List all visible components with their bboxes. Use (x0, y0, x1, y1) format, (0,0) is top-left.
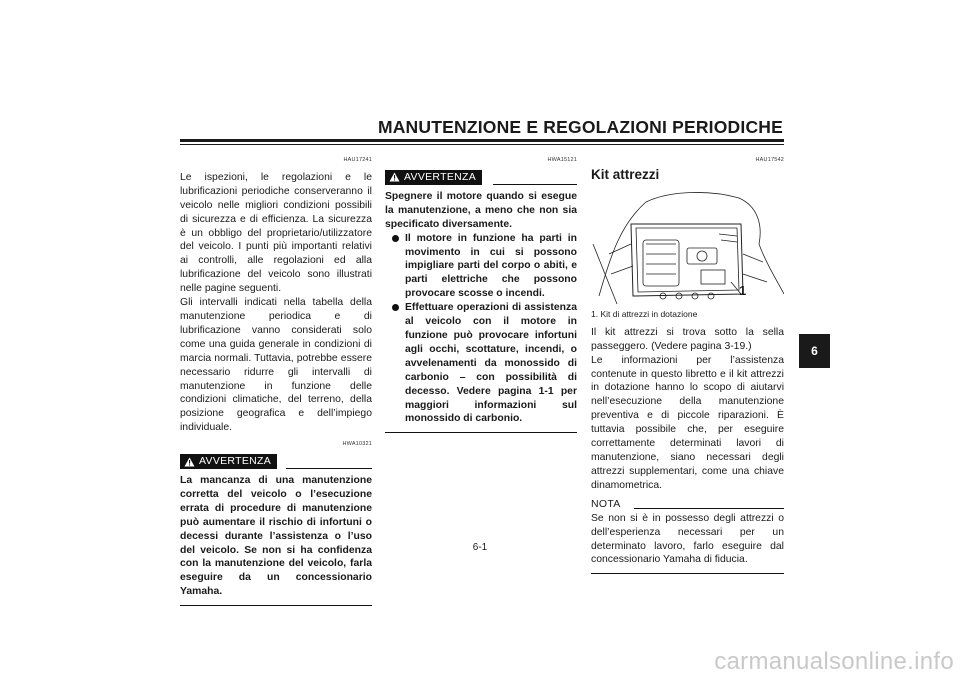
warning-header (385, 170, 577, 186)
warning-triangle-icon (389, 172, 400, 182)
callout-number: 1 (739, 282, 747, 298)
warning-badge (180, 454, 277, 469)
title-rule (180, 139, 784, 142)
warning-end-rule (385, 432, 577, 433)
toolkit-drawing (591, 184, 784, 306)
note-text: Se non si è in possesso degli attrezzi o dell’esperienza necessari per un determinato lavoro, farlo eseguire dal concessionario Yamaha di fiducia. (591, 512, 784, 566)
warning-rule (493, 184, 577, 185)
intervals-paragraph: Gli intervalli indicati nella tabella della manutenzione periodica e di lubrificazione vanno considerati solo come una guida generale in condizioni di marcia normali. Tuttavia, potrebbe essere necessario ridurre gli intervalli di manutenzione in funzione delle condizioni climatiche, del terreno, della posizione geografica e dell’impiego individuale. (180, 297, 372, 434)
body-paragraph: Il kit attrezzi si trova sotto la sella passeggero. (Vedere pagina 3-19.) (591, 326, 784, 352)
column-3 (591, 154, 784, 574)
intro-paragraph: Le ispezioni, le regolazioni e le lubrificazioni periodiche conserveranno il veicolo nelle migliori condizioni possibili di sicurezza e di efficienza. La sicurezza è un obbligo del proprietario/utilizzatore del veicolo. I punti più importanti relativi ai controlli, alle regolazioni ed alla lubrificazione del veicolo sono illustrati nelle pagine seguenti. (180, 171, 372, 295)
toolkit-illustration (591, 184, 784, 306)
figure-caption: 1. Kit di attrezzi in dotazione (591, 308, 698, 319)
note-end-rule (591, 573, 784, 574)
note-header (591, 498, 784, 512)
title-rule-thin (180, 144, 784, 145)
chapter-tab: 6 (799, 334, 830, 368)
warning-label: AVVERTENZA (404, 170, 477, 183)
warning-code: HWA10321 (342, 441, 372, 448)
page-title: MANUTENZIONE E REGOLAZIONI PERIODICHE (377, 117, 783, 137)
section-code: HAU17542 (755, 157, 784, 163)
warning-bullets (385, 232, 577, 427)
watermark: carmanualsonline.info (714, 648, 954, 675)
column-1 (180, 154, 372, 606)
warning-intro: Spegnere il motore quando si esegue la manutenzione, a meno che non sia specificato diversamente. (385, 190, 577, 230)
warning-triangle-icon (184, 457, 195, 467)
list-item: Effettuare operazioni di assistenza al veicolo con il motore in funzione può provocare infortuni agli occhi, scottature, incendi, o avvelenamenti da monossido di carbonio – con possibilità di decesso. Vedere pagina 1-1 per maggiori informazioni sul monossido di carbonio. (385, 301, 577, 426)
warning-badge (385, 170, 482, 185)
warning-header (180, 454, 372, 470)
section-code: HAU17241 (343, 157, 372, 163)
warning-code: HWA15121 (547, 157, 577, 163)
note-label: NOTA (591, 497, 621, 510)
list-item: Il motore in funzione ha parti in movimento in cui si possono impigliare parti del corpo o abiti, e parti elettriche che possono provocare scosse o incendi. (385, 232, 577, 302)
section-title: Kit attrezzi (591, 166, 660, 182)
warning-text: La mancanza di una manutenzione corretta del veicolo o l’esecuzione errata di procedure di manutenzione può aumentare il rischio di infortuni o decessi durante l’assistenza o l’uso del veicolo. Se non si ha confidenza con la manutenzione del veicolo, farla eseguire da un concessionario Yamaha. (180, 475, 372, 598)
note-rule (634, 508, 784, 509)
body-paragraph: Le informazioni per l’assistenza contenute in questo libretto e il kit attrezzi in dotazione hanno lo scopo di aiutarvi nell’esecuzione della manutenzione preventiva e di piccole riparazioni. È tuttavia possibile che, per eseguire correttamente determinati lavori di manutenzione, siano necessari degli attrezzi supplementari, come una chiave dinamometrica. (591, 354, 784, 491)
warning-label: AVVERTENZA (199, 455, 272, 468)
warning-end-rule (180, 605, 372, 606)
column-2 (385, 154, 577, 433)
warning-rule (286, 468, 372, 469)
page-number: 6-1 (472, 542, 488, 553)
